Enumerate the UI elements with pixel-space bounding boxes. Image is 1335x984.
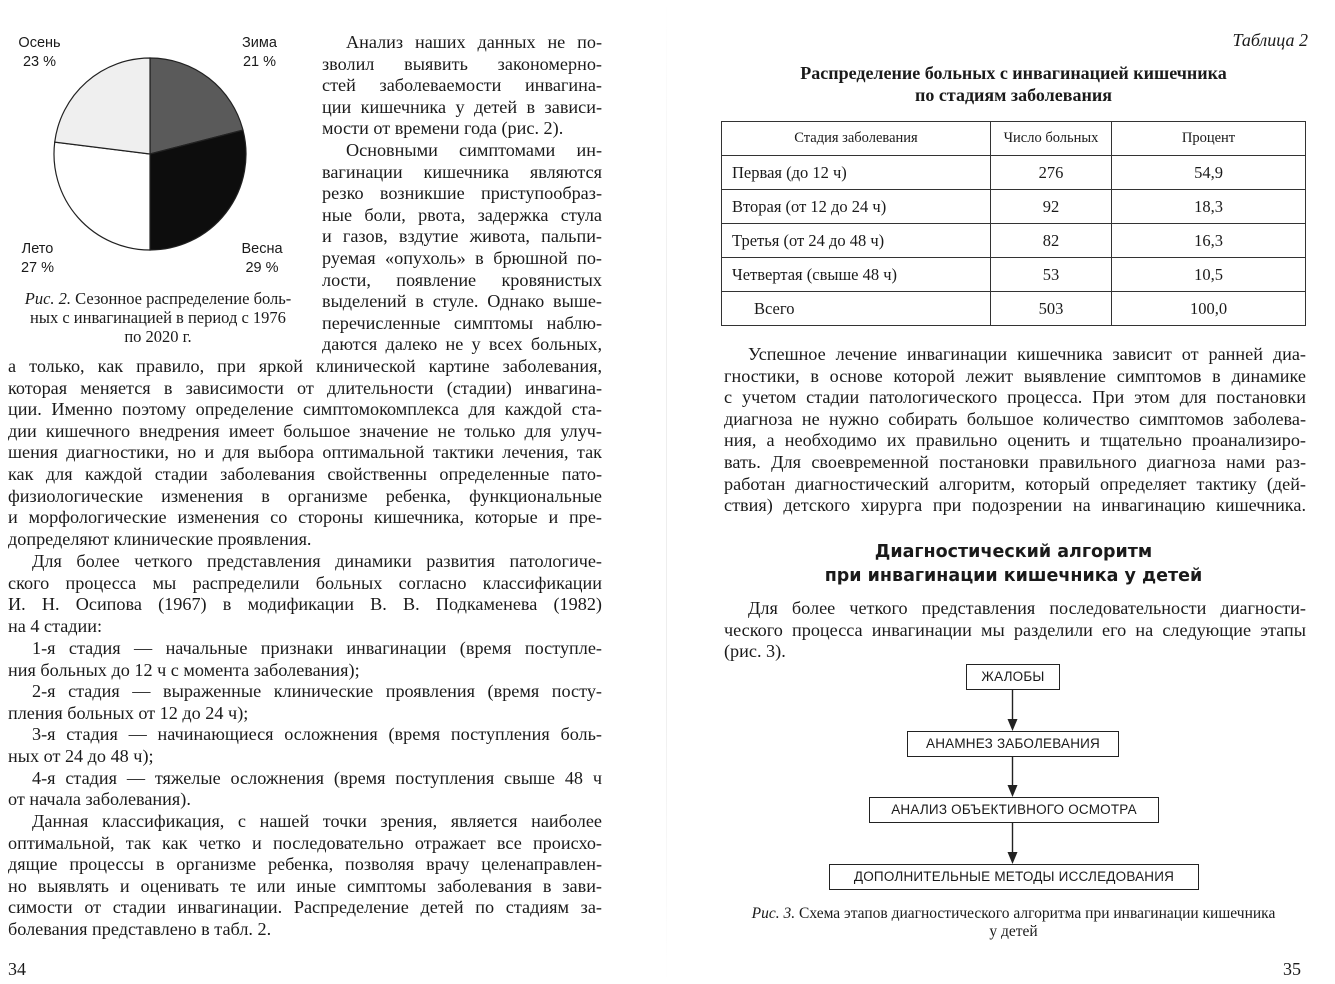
arrow-down-icon: [1006, 689, 1019, 731]
text-line: болевания представлено в табл. 2.: [8, 918, 272, 939]
label-value: 21 %: [242, 54, 277, 70]
section-heading-algorithm: [721, 540, 1306, 588]
stage-4-line: от начала заболевания).: [8, 789, 191, 810]
column-header-count: Число больных: [991, 122, 1112, 156]
page-number: 34: [8, 959, 26, 979]
cell-total-count: 503: [991, 292, 1112, 326]
text-line: ческого процесса инвагинации мы разделили его на следующие этапы: [724, 619, 1306, 640]
cell-stage: Вторая (от 12 до 24 ч): [722, 190, 991, 224]
cell-stage: Третья (от 24 до 48 ч): [722, 224, 991, 258]
cell-count: 92: [991, 190, 1112, 224]
pie-label-summer: [10, 240, 65, 278]
heading-line: при инвагинации кишечника у детей: [824, 566, 1203, 586]
label-value: 27 %: [20, 260, 55, 276]
text-line: резко возникшие приступообраз-: [322, 183, 602, 204]
table-header-row: [722, 122, 1306, 156]
text-line: шения диагностики, но и для выбора оптимальной тактики лечения, так: [8, 442, 602, 463]
paragraph-symptoms-continued: [8, 356, 602, 550]
heading-line: Диагностический алгоритм: [874, 542, 1153, 562]
cell-stage: Четвертая (свыше 48 ч): [722, 258, 991, 292]
pie-label-autumn: [12, 34, 67, 72]
flow-step-anamnesis: АНАМНЕЗ ЗАБОЛЕВАНИЯ: [907, 731, 1119, 757]
table-total-row: [722, 292, 1306, 326]
paragraph-algorithm-intro: [724, 598, 1306, 663]
flow-step-additional-methods: ДОПОЛНИТЕЛЬНЫЕ МЕТОДЫ ИССЛЕДОВАНИЯ: [829, 864, 1199, 890]
text-line: (рис. 3).: [724, 641, 786, 662]
table-row: [722, 156, 1306, 190]
seasonal-pie-chart: [0, 28, 320, 298]
text-line: диагноза не нужно собирать большое количество симптомов заболева-: [724, 408, 1306, 429]
figure-3-caption: [721, 905, 1306, 941]
pie-slice-summer: [54, 142, 150, 250]
text-line: и морфологические изменения со стороны кишечника, которые и пре-: [8, 507, 602, 528]
text-line: с учетом стадии патологического процесса. При этом для постановки: [724, 387, 1306, 408]
label-name: Лето: [21, 241, 54, 257]
table-title-line: Распределение больных с инвагинацией кишечника: [800, 63, 1227, 83]
stage-2-line: пления больных от 12 до 24 ч);: [8, 702, 249, 723]
text-line: на 4 стадии:: [8, 615, 103, 636]
text-line: и газов, вздутие живота, пальпи-: [322, 226, 602, 247]
cell-percent: 54,9: [1112, 156, 1306, 190]
column-header-stage: Стадия заболевания: [722, 122, 991, 156]
text-line: И. Н. Осипова (1967) в модификации В. В. Подкаменева (1982): [8, 594, 602, 615]
caption-line: Схема этапов диагностического алгоритма при инвагинации кишечника: [795, 905, 1276, 922]
text-line: ствия) детского хирурга при подозрении на инвагинацию кишечника.: [724, 495, 1306, 516]
text-line: руемая «опухоль» в брюшной по-: [322, 247, 602, 268]
label-name: Весна: [241, 241, 283, 257]
text-line: дящие процессы в организме ребенка, позволяя врачу целенаправлен-: [8, 854, 602, 875]
pie-label-spring: [232, 240, 292, 278]
text-line: перечисленные симптомы наблю-: [322, 312, 602, 333]
table-title: [721, 62, 1306, 106]
text-line: которая меняется в зависимости от длительности (стадии) инвагина-: [8, 377, 602, 398]
caption-line: ных с инвагинацией в период с 1976: [30, 308, 286, 327]
label-name: Зима: [242, 35, 277, 51]
text-line: работан диагностический алгоритм, который определяет тактику (дей-: [724, 473, 1306, 494]
caption-prefix: Рис. 3.: [751, 905, 796, 922]
cell-count: 82: [991, 224, 1112, 258]
table-label: Таблица 2: [1232, 30, 1308, 50]
flow-step-complaints: ЖАЛОБЫ: [966, 664, 1060, 690]
figure-2-caption: [8, 289, 308, 346]
text-line: вагинации кишечника являются: [322, 161, 602, 182]
text-line: Для более четкого представления последовательности диагности-: [748, 598, 1306, 618]
text-line: Для более четкого представления динамики развития патологиче-: [32, 551, 602, 571]
paragraph-conclusion: [8, 811, 602, 941]
cell-count: 276: [991, 156, 1112, 190]
text-line: симости от стадии инвагинации. Распределение детей по стадиям за-: [8, 897, 602, 918]
text-line: Успешное лечение инвагинации кишечника зависит от ранней диа-: [748, 344, 1306, 364]
paragraph-seasonality: [322, 32, 602, 356]
paragraph-treatment: [724, 344, 1306, 517]
text-line: ные боли, рвота, задержка стула: [322, 204, 602, 225]
stage-3-line: ных от 24 до 48 ч);: [8, 745, 154, 766]
cell-total-label: Всего: [722, 292, 991, 326]
book-gutter: [666, 0, 667, 984]
cell-percent: 18,3: [1112, 190, 1306, 224]
text-line: допределяют клинические проявления.: [8, 528, 312, 549]
cell-percent: 16,3: [1112, 224, 1306, 258]
label-value: 29 %: [245, 260, 279, 276]
cell-stage: Первая (до 12 ч): [722, 156, 991, 190]
arrow-down-icon: [1006, 756, 1019, 797]
text-line: физиологические изменения в организме ребенка, функциональные: [8, 485, 602, 506]
stage-3-line: 3-я стадия — начинающиеся осложнения (время поступления боль-: [32, 724, 602, 745]
stage-1-line: ния больных до 12 ч с момента заболевания);: [8, 659, 360, 680]
table-row: [722, 190, 1306, 224]
text-line: выделений в стуле. Однако выше-: [322, 291, 602, 312]
text-line: как для каждой стадии заболевания свойственны определенные пато-: [8, 463, 602, 484]
text-line: лости, появление кровянистых: [322, 269, 602, 290]
text-line: Данная классификация, с нашей точки зрения, является наиболее: [32, 811, 602, 831]
label-value: 23 %: [22, 54, 57, 70]
cell-count: 53: [991, 258, 1112, 292]
caption-line: Сезонное распределение боль-: [71, 289, 292, 308]
table-row: [722, 258, 1306, 292]
page-number: 35: [1283, 959, 1301, 979]
label-name: Осень: [18, 35, 61, 51]
caption-line: у детей: [989, 923, 1038, 940]
stage-distribution-table: [721, 121, 1306, 326]
text-line: гностики, в основе которой лежит выявление симптомов в динамике: [724, 365, 1306, 386]
column-header-percent: Процент: [1112, 122, 1306, 156]
flow-step-examination: АНАЛИЗ ОБЪЕКТИВНОГО ОСМОТРА: [869, 797, 1159, 823]
text-line: зволил выявить закономерно-: [322, 53, 602, 74]
paragraph-classification: [8, 551, 602, 637]
text-line: даются далеко не у всех больных,: [322, 334, 602, 355]
text-line: Основными симптомами ин-: [346, 139, 602, 160]
stage-4-line: 4-я стадия — тяжелые осложнения (время поступления свыше 48 ч: [32, 767, 602, 788]
cell-total-percent: 100,0: [1112, 292, 1306, 326]
page-34: [0, 0, 667, 984]
text-line: ции. Именно поэтому определение симптомокомплекса для каждой ста-: [8, 399, 602, 420]
stage-list: [8, 638, 602, 811]
text-line: а только, как правило, при яркой клинической картине заболевания,: [8, 356, 602, 376]
pie-slice-autumn: [55, 58, 150, 154]
stage-2-line: 2-я стадия — выраженные клинические проявления (время посту-: [32, 681, 602, 702]
text-line: вать. Для своевременной постановки правильного диагноза нами раз-: [724, 451, 1306, 472]
text-line: стей заболеваемости инвагина-: [322, 75, 602, 96]
text-line: ния, а необходимо их правильно оценить и тщательно проанализиро-: [724, 430, 1306, 451]
text-line: Анализ наших данных не по-: [346, 32, 602, 52]
text-line: ции кишечника у детей в зависи-: [322, 96, 602, 117]
arrow-down-icon: [1006, 822, 1019, 864]
pie-graphic: [52, 56, 248, 252]
stage-1-line: 1-я стадия — начальные признаки инвагинации (время поступле-: [32, 638, 602, 658]
cell-percent: 10,5: [1112, 258, 1306, 292]
table-row: [722, 224, 1306, 258]
caption-line: по 2020 г.: [124, 327, 192, 346]
caption-prefix: Рис. 2.: [24, 289, 72, 308]
text-line: мости от времени года (рис. 2).: [322, 118, 564, 139]
text-line: но выявлять и оценивать те или иные симптомы заболевания в зави-: [8, 875, 602, 896]
text-line: дии кишечного внедрения имеет большое значение не только для улуч-: [8, 420, 602, 441]
table-title-line: по стадиям заболевания: [915, 85, 1112, 105]
pie-label-winter: [232, 34, 287, 72]
text-line: оптимальной, так как четко и последовательно отражает все происхо-: [8, 832, 602, 853]
text-line: ского процесса мы распределили больных согласно классификации: [8, 572, 602, 593]
